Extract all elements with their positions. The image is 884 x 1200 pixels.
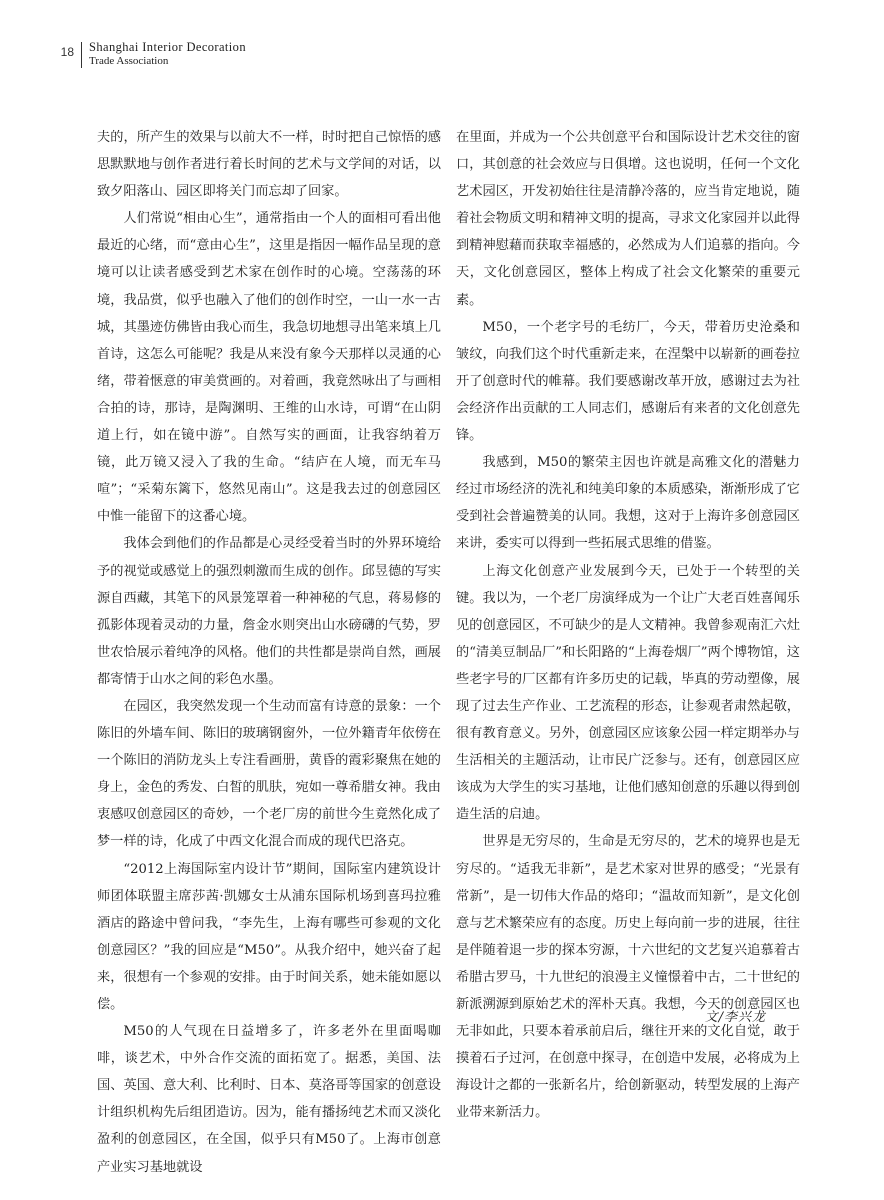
right-column: [456, 124, 800, 1126]
paragraph: 人们常说“相由心生”，通常指由一个人的面相可看出他最近的心绪，而“意由心生”，这里是指因一幅作品呈现的意境可以让读者感受到艺术家在创作时的心境。空荡荡的环境，我品赏，似乎也融入了他们的创作时空，一山一水一古城，其墨迹仿佛皆由我心而生，我急切地想寻出笔来填上几首诗，这怎么可能呢？我是从来没有象今天那样以灵通的心绪，带着惬意的审美赏画的。对着画，我竟然咏出了与画相合拍的诗，那诗，是陶渊明、王维的山水诗，可谓“在山阴道上行，如在镜中游”。自然写实的画面，让我容纳着万镜，此万镜又浸入了我的生命。“结庐在人境，而无车马喧”；“采菊东篱下，悠然见南山”。这是我去过的创意园区中惟一能留下的这番心境。: [97, 211, 441, 525]
header-divider: [81, 42, 82, 68]
paragraph: 在园区，我突然发现一个生动而富有诗意的景象：一个陈旧的外墙车间、陈旧的玻璃钢窗外，一位外籍青年依傍在一个陈旧的消防龙头上专注看画册，黄昏的霞彩聚焦在她的身上，金色的秀发、白皙的肌肤，宛如一尊希腊女神。我由衷感叹创意园区的奇妙，一个老厂房的前世今生竟然化成了梦一样的诗，化成了中西文化混合而成的现代巴洛克。: [97, 698, 441, 850]
paragraph: 夫的，所产生的效果与以前大不一样，时时把自己惊悟的感思默默地与创作者进行着长时间的艺术与文学间的对话，以致夕阳落山、园区即将关门而忘却了回家。: [97, 130, 441, 200]
publisher-name-line2: Trade Association: [89, 55, 169, 67]
paragraph: 我体会到他们的作品都是心灵经受着当时的外界环境给予的视觉或感觉上的强烈刺激而生成的创作。邱昱德的写实源自西藏，其笔下的风景笼罩着一种神秘的气息，蒋易修的孤影体现着灵动的力量，詹金水则突出山水磅礴的气势，罗世农恰展示着纯净的风格。他们的共性都是崇尚自然，画展都寄情于山水之间的彩色水墨。: [97, 536, 441, 687]
paragraph: M50，一个老字号的毛纺厂，今天，带着历史沧桑和皱纹，向我们这个时代重新走来，在涅槃中以崭新的画卷拉开了创意时代的帷幕。我们要感谢改革开放，感谢过去为社会经济作出贡献的工人同志们，感谢后有来者的文化创意先锋。: [456, 319, 800, 444]
paragraph: 我感到，M50的繁荣主因也许就是高雅文化的潜魅力经过市场经济的洗礼和纯美印象的本质感染，渐渐形成了它受到社会普遍赞美的认同。我想，这对于上海许多创意园区来讲，委实可以得到一些拓展式思维的借鉴。: [456, 455, 800, 552]
author-byline: 文/李兴龙: [704, 1010, 766, 1025]
publisher-name: [89, 40, 246, 68]
paragraph: 上海文化创意产业发展到今天，已处于一个转型的关键。我以为，一个老厂房演绎成为一个让广大老百姓喜闻乐见的创意园区，不可缺少的是人文精神。我曾参观南汇六灶的“清美豆制品厂”和长阳路的“上海卷烟厂”两个博物馆，这些老字号的厂区都有许多历史的记载，毕真的劳动塑像，展现了过去生产作业、工艺流程的形态，让参观者肃然起敬，很有教育意义。另外，创意园区应该象公园一样定期举办与生活相关的主题活动，让市民广泛参与。还有，创意园区应该成为大学生的实习基地，让他们感知创意的乐趣以得到创造生活的启迪。: [456, 563, 800, 823]
paragraph: “2012上海国际室内设计节”期间，国际室内建筑设计师团体联盟主席莎茜·凯娜女士从浦东国际机场到喜玛拉雅酒店的路途中曾问我，“李先生，上海有哪些可参观的文化创意园区？”我的回应是“M50”。从我介绍中，她兴奋了起来，很想有一个参观的安排。由于时间关系，她未能如愿以偿。: [97, 861, 441, 1012]
paragraph: M50的人气现在日益增多了，许多老外在里面喝咖啡，谈艺术，中外合作交流的面拓宽了。据悉，美国、法国、英国、意大利、比利时、日本、莫洛哥等国家的创意设计组织机构先后组团造访。因为，能有播扬纯艺术而又淡化盈利的创意园区，在全国，似乎只有M50了。上海市创意产业实习基地就设: [97, 1024, 441, 1175]
paragraph: 在里面，并成为一个公共创意平台和国际设计艺术交往的窗口，其创意的社会效应与日俱增。这也说明，任何一个文化艺术园区，开发初始往往是清静冷落的，应当肯定地说，随着社会物质文明和精神文明的提高，寻求文化家园并以此得到精神慰藉而获取幸福感的，必然成为人们追慕的指向。今天，文化创意园区，整体上构成了社会文化繁荣的重要元素。: [456, 130, 800, 308]
paragraph: 世界是无穷尽的，生命是无穷尽的，艺术的境界也是无穷尽的。“适我无非新”，是艺术家对世界的感受；“光景有常新”，是一切伟大作品的烙印；“温故而知新”，是文化创意与艺术繁荣应有的态度。历史上每向前一步的进展，往往是伴随着退一步的探本穷源，十六世纪的文艺复兴追慕着古希腊古罗马，十九世纪的浪漫主义憧憬着中古，二十世纪的新派溯源到原始艺术的浑朴天真。我想，今天的创意园区也无非如此，只要本着承前启后，继往开来的文化自觉，敢于摸着石子过河，在创意中探寻，在创造中发展，必将成为上海设计之都的一张新名片，给创新驱动，转型发展的上海产业带来新活力。: [456, 834, 800, 1121]
left-column: [97, 124, 441, 1181]
page-number: 18: [60, 45, 74, 59]
publisher-name-line1: Shanghai Interior Decoration: [89, 40, 246, 54]
